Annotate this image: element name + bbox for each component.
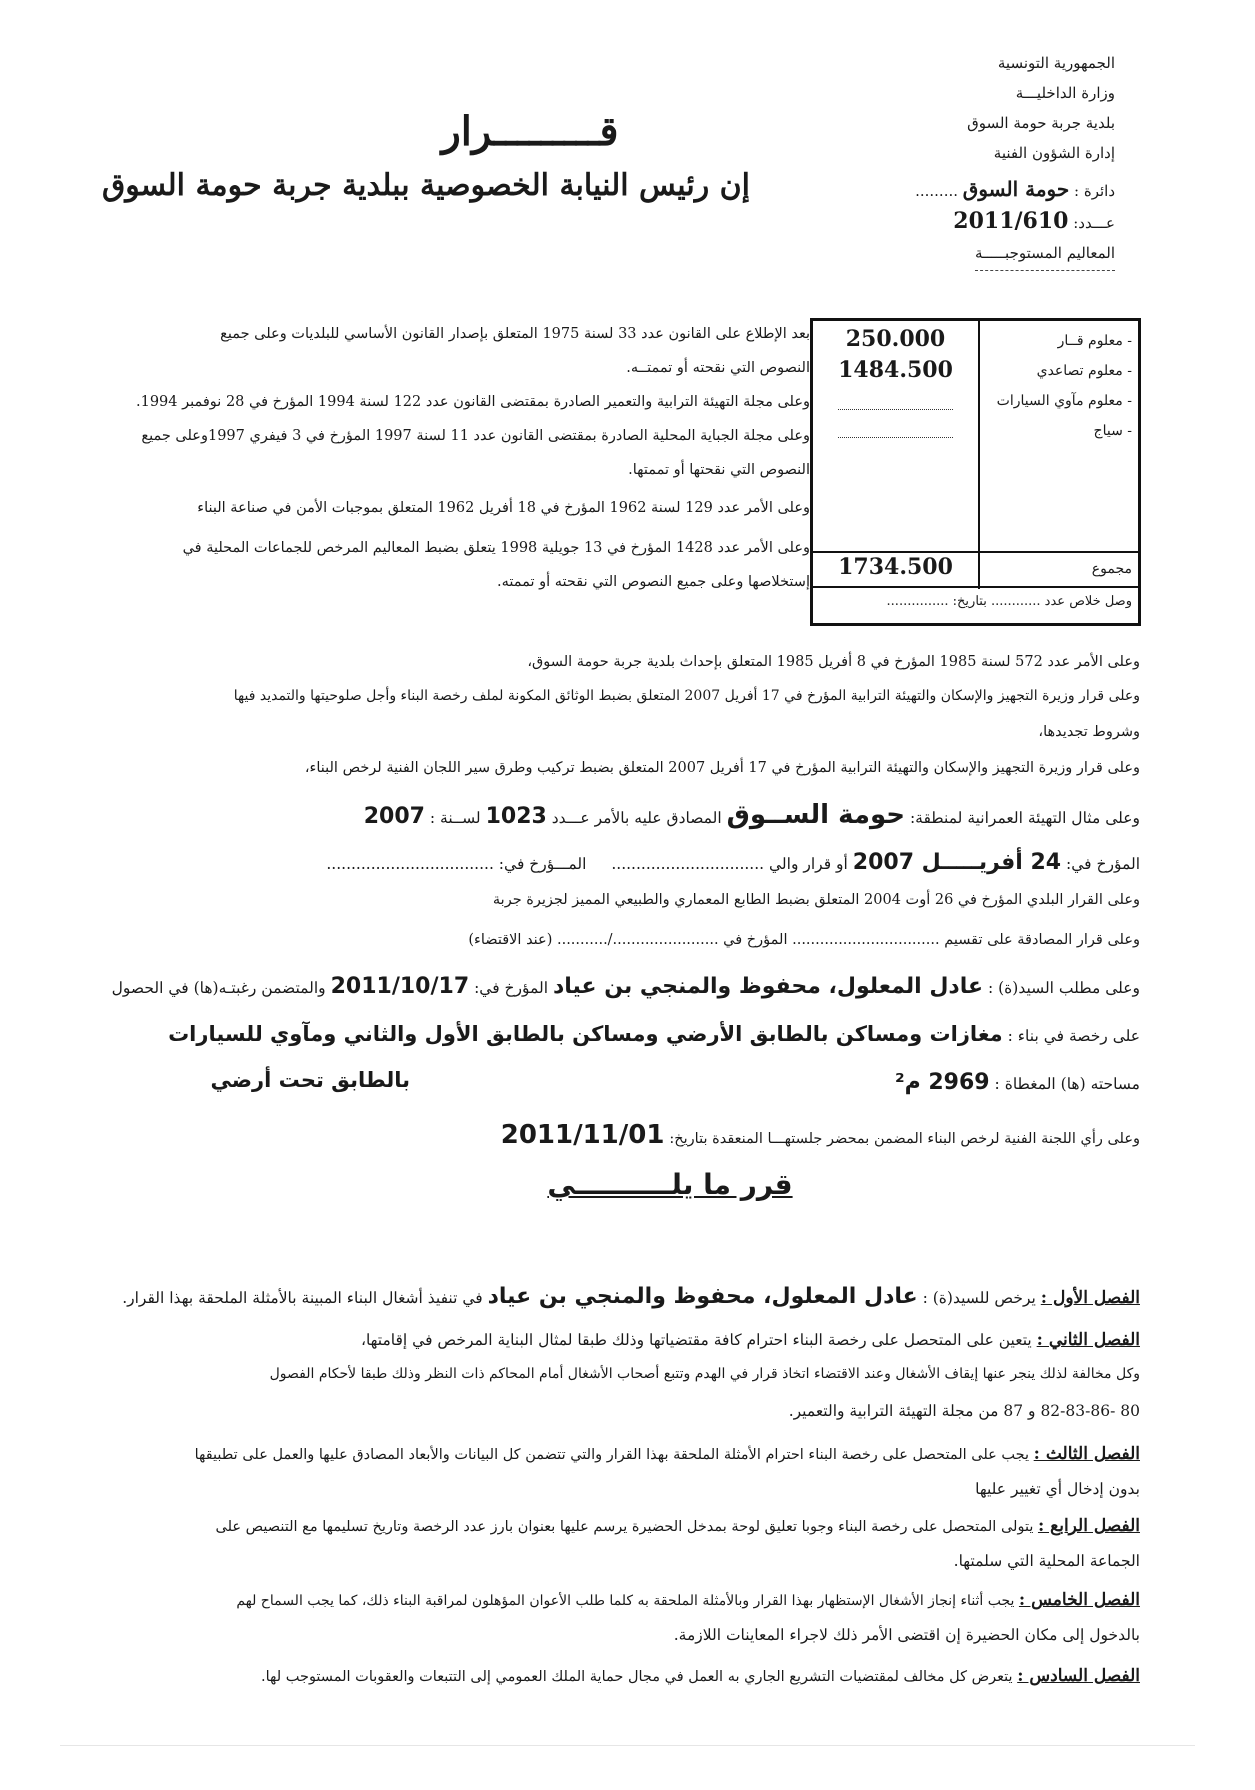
document-header [885, 48, 1115, 271]
fee-total-value: 1734.500 [838, 554, 953, 580]
request-line: وعلى مطلب السيد(ة) : عادل المعلول، محفوظ والمنجي بن عياد المؤرخ في: 2011/10/17 والمتضمن رغبتـه(ها) في الحصول [111, 974, 1140, 999]
article-2: الفصل الثاني : يتعين على المتحصل على رخصة البناء احترام كافة مقتضياتها وذلك طبقا لمثال البناية المرخص في إقامتها، [360, 1330, 1140, 1350]
recital-line: وعلى مجلة التهيئة الترابية والتعمير الصادرة بمقتضى القانون عدد 122 لسنة 1994 المؤرخ في 28 نوفمبر 1994. [135, 394, 810, 410]
recital-line: النصوص التي نقحته أو تممتــه. [626, 360, 810, 376]
fee-label-fixed: - معلوم قــار [1057, 333, 1132, 349]
recital-line: وعلى الأمر عدد 129 لسنة 1962 المؤرخ في 18 أفريل 1962 المتعلق بموجبات الأمن في صناعة البناء [197, 500, 810, 516]
fee-label-fence: - سياج [1093, 423, 1132, 439]
municipality-label: بلدية جربة حومة السوق [967, 114, 1115, 132]
recital-line: وعلى قرار وزيرة التجهيز والإسكان والتهيئة الترابية المؤرخ في 17 أفريل 2007 المتعلق بضبط تركيب وطرق سير اللجان الفنية لرخص البناء، [304, 760, 1140, 776]
receipt-label: وصل خلاص عدد ............ بتاريخ: ............... [886, 594, 1132, 609]
recital-line: وعلى الأمر عدد 572 لسنة 1985 المؤرخ في 8 أفريل 1985 المتعلق بإحداث بلدية جربة حومة السوق، [527, 654, 1140, 670]
committee-line: وعلى رأي اللجنة الفنية لرخص البناء المضمن بمحضر جلستهـــا المنعقدة بتاريخ: 2011/11/01 [500, 1120, 1140, 1150]
permit-description: مغازات ومساكن بالطابق الأرضي ومساكن بالطابق الأول والثاني ومآوي للسيارات [168, 1022, 1003, 1046]
article-1: الفصل الأول : يرخص للسيد(ة) : عادل المعلول، محفوظ والمنجي بن عياد في تنفيذ أشغال البناء المبينة بالأمثلة الملحقة بهذا القرار. [122, 1284, 1140, 1309]
permit-line: على رخصة في بناء : مغازات ومساكن بالطابق الأرضي ومساكن بالطابق الأول والثاني ومآوي للسيارات [168, 1022, 1140, 1046]
decision-heading: قرر ما يلــــــــــي [547, 1168, 793, 1201]
number-value: 2011/610 [953, 208, 1069, 234]
permit-description-2: بالطابق تحت أرضي [210, 1068, 410, 1092]
plan-decree-no: 1023 [485, 804, 547, 829]
republic-label: الجمهورية التونسية [997, 54, 1115, 72]
dated-date: 24 أفريـــــل 2007 [852, 850, 1062, 875]
article-2-cont: وكل مخالفة لذلك ينجر عنها إيقاف الأشغال وعند الاقتضاء اتخاذ قرار في الهدم وتتبع أصحاب الأشغال أمام المحاكم ذات النظر وذلك طبقا لأحكام الفصول [269, 1366, 1140, 1382]
district-row: دائرة : حومة السوق ......... [915, 177, 1115, 201]
article-2-cont: 80 -82-83-86 و 87 من مجلة التهيئة الترابية والتعمير. [788, 1402, 1140, 1420]
page-title: قـــــــــرار [441, 108, 619, 155]
plan-year: 2007 [363, 804, 425, 829]
request-date: 2011/10/17 [330, 974, 470, 999]
plan-line: وعلى مثال التهيئة العمرانية لمنطقة: حومة الســوق المصادق عليه بالأمر عـــدد 1023 لســنة : 2007 [363, 800, 1140, 830]
number-label: عـــدد: [1073, 214, 1115, 232]
article-1-names: عادل المعلول، محفوظ والمنجي بن عياد [487, 1284, 918, 1309]
article-5-cont: بالدخول إلى مكان الحضيرة إن اقتضى الأمر ذلك لاجراء المعاينات اللازمة. [673, 1626, 1140, 1644]
dated-line: المؤرخ في: 24 أفريـــــل 2007 أو قرار والي ............................... المـــؤرخ في: .................................. [326, 850, 1140, 875]
subdivision-line: وعلى قرار المصادقة على تقسيم ................................ المؤرخ في ......................./........... (عند الاقتضاء) [468, 932, 1140, 948]
area-value: 2969 م² [894, 1070, 990, 1095]
fee-label-parking: - معلوم مآوي السيارات [996, 393, 1132, 409]
number-row [885, 206, 1115, 238]
fee-value-progressive: 1484.500 [838, 357, 953, 383]
committee-date: 2011/11/01 [500, 1120, 665, 1150]
page-subtitle: إن رئيس النيابة الخصوصية ببلدية جربة حومة السوق [102, 168, 750, 203]
article-5: الفصل الخامس : يجب أثناء إنجاز الأشغال الإستظهار بهذا القرار وبالأمثلة الملحقة به كلما طلب الأعوان المؤهلون لمراقبة البناء ذلك، كما يجب السماح لهم [236, 1590, 1140, 1610]
architecture-line: وعلى القرار البلدي المؤرخ في 26 أوت 2004 المتعلق بضبط الطابع المعماري والطبيعي المميز لجزيرة جربة [492, 892, 1140, 908]
department-label: إدارة الشؤون الفنية [993, 144, 1115, 162]
recital-line: بعد الإطلاع على القانون عدد 33 لسنة 1975 المتعلق بإصدار القانون الأساسي للبلديات وعلى جميع [220, 326, 810, 342]
applicant-names: عادل المعلول، محفوظ والمنجي بن عياد [552, 974, 984, 999]
fee-value-fixed: 250.000 [845, 326, 946, 352]
page-bottom-rule [60, 1745, 1195, 1746]
article-3: الفصل الثالث : يجب على المتحصل على رخصة البناء احترام الأمثلة الملحقة بهذا القرار والتي تتضمن كل البيانات والأبعاد المصادق عليها والعمل على تطبيقها [194, 1444, 1140, 1464]
recital-line: وعلى الأمر عدد 1428 المؤرخ في 13 جويلية 1998 يتعلق بضبط المعاليم المرخص للجماعات المحلية في [182, 540, 810, 556]
recital-line: إستخلاصها وعلى جميع النصوص التي نقحته أو تممته. [496, 574, 810, 590]
recital-line: وعلى مجلة الجباية المحلية الصادرة بمقتضى القانون عدد 11 لسنة 1997 المؤرخ في 3 فيفري 1997وعلى جميع [141, 428, 810, 444]
article-6: الفصل السادس : يتعرض كل مخالف لمقتضيات التشريع الجاري به العمل في مجال حماية الملك العمومي إلى التتبعات والعقوبات المستوجب لها. [261, 1666, 1140, 1686]
district-label: دائرة : [1074, 182, 1115, 200]
ministry-label: وزارة الداخليـــة [1015, 84, 1115, 102]
article-3-cont: بدون إدخال أي تغيير عليها [975, 1480, 1140, 1498]
fee-value-fence [838, 437, 953, 438]
recital-line: وشروط تجديدها، [1038, 724, 1140, 740]
recital-line: وعلى قرار وزيرة التجهيز والإسكان والتهيئة الترابية المؤرخ في 17 أفريل 2007 المتعلق بضبط الوثائق المكونة لملف رخصة البناء وأجل صلوحيتها والتمديد فيها [233, 688, 1140, 704]
recital-line: النصوص التي نقحتها أو تممتها. [628, 462, 810, 478]
district-value: حومة السوق [962, 177, 1070, 201]
fee-value-parking [838, 409, 953, 410]
fee-label-progressive: - معلوم تصاعدي [1036, 363, 1132, 379]
fees-table [810, 318, 1141, 626]
article-4-cont: الجماعة المحلية التي سلمتها. [953, 1552, 1140, 1570]
fee-total-label: مجموع [1091, 561, 1132, 577]
article-4: الفصل الرابع : يتولى المتحصل على رخصة البناء وجوبا تعليق لوحة بمدخل الحضيرة يرسم عليها بعنوان بارز عدد الرخصة وتاريخ تسليمها مع التنصيص على [215, 1516, 1140, 1536]
plan-zone: حومة الســوق [726, 800, 905, 830]
area-line: مساحته (ها) المغطاة : 2969 م² [894, 1070, 1140, 1095]
fees-heading: المعاليم المستوجبـــــة [885, 238, 1115, 271]
